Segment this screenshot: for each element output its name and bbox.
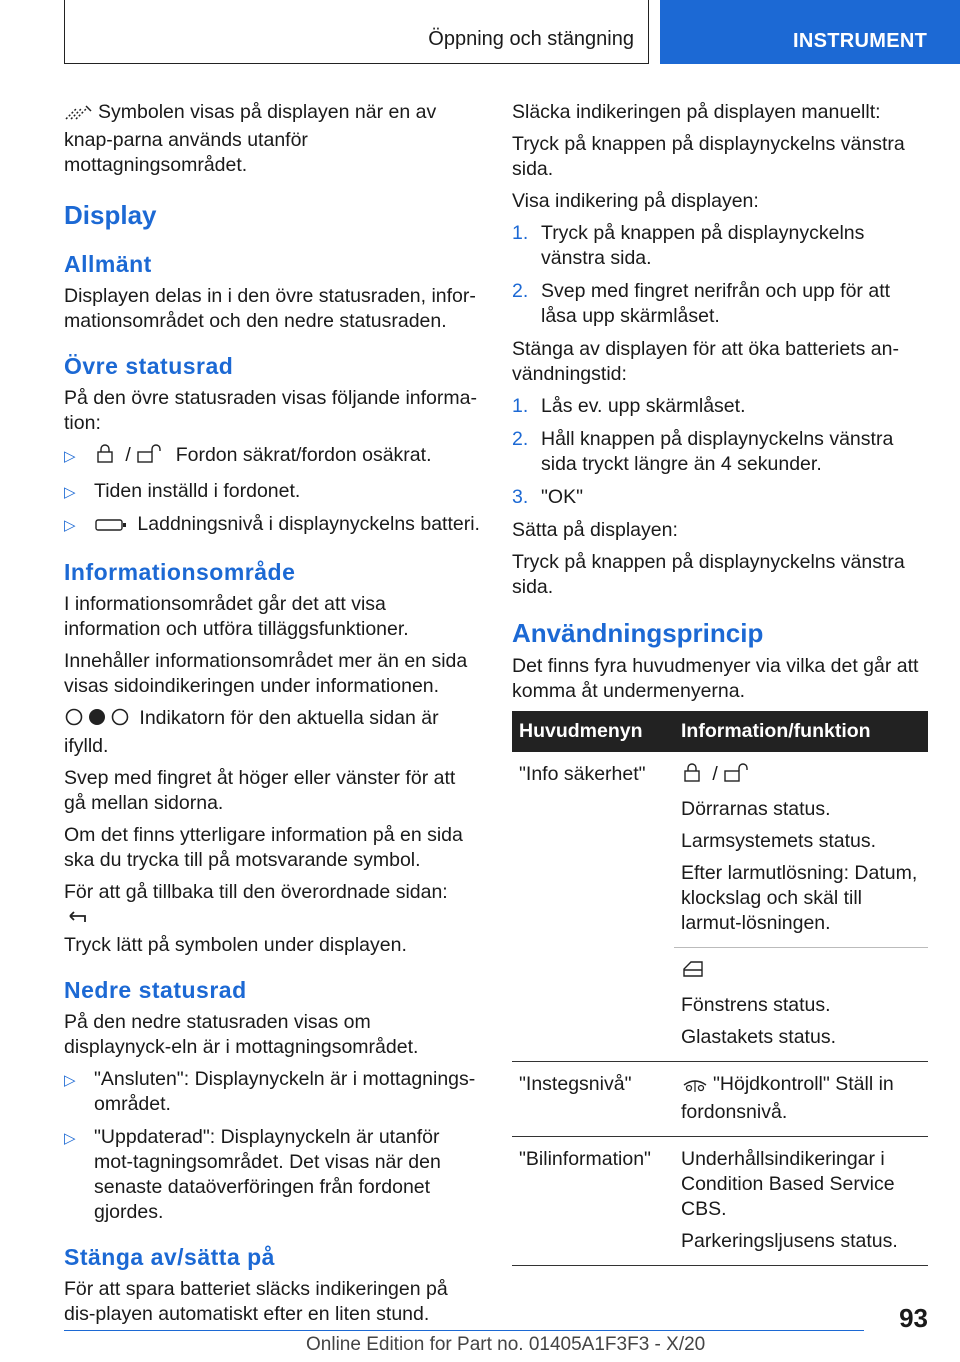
window-icon xyxy=(681,959,705,986)
header-tab-label: INSTRUMENT xyxy=(793,30,928,52)
right-p1: Släcka indikeringen på displayen manuellt: xyxy=(512,101,881,123)
right-p4: Stänga av displayen för att öka batteriets an‐vändningstid: xyxy=(512,338,899,385)
table-cell-info: "Höjdkontroll" Ställ in fordonsnivå. xyxy=(674,1062,928,1137)
lock-open-icon xyxy=(136,444,166,471)
list-item: ▷ / Fordon säkrat/fordon osäkrat. xyxy=(64,443,482,471)
nedre-heading: Nedre statusrad xyxy=(64,977,247,1003)
list-item: ▷ "Ansluten": Displaynyckeln är i mottagnings‐området. xyxy=(64,1068,476,1115)
allmant-text: Displayen delas in i den övre statusraden, infor‐mationsområdet och den nedre statusraden. xyxy=(64,285,476,332)
info-heading: Informationsområde xyxy=(64,559,296,585)
list-item: ▷ Laddningsnivå i displaynyckelns batteri. xyxy=(64,512,482,540)
list-item: 1. Lås ev. upp skärmlåset. xyxy=(512,395,746,417)
ovre-heading: Övre statusrad xyxy=(64,353,234,379)
table-row xyxy=(512,752,928,948)
footer-divider xyxy=(64,1330,864,1331)
list-item: 3. "OK" xyxy=(512,486,584,508)
info-p4: Svep med fingret åt höger eller vänster för att gå mellan sidorna. xyxy=(64,767,456,814)
right-p3: Visa indikering på displayen: xyxy=(512,190,759,212)
table-cell-menu: "Instegsnivå" xyxy=(512,1062,674,1137)
right-p5: Sätta på displayen: xyxy=(512,519,678,541)
nedre-text: På den nedre statusraden visas om displaynyck‐eln är i mottagningsområdet. xyxy=(64,1011,419,1058)
footer-text: Online Edition for Part no. 01405A1F3F3 - X/20 xyxy=(306,1334,706,1355)
info-p5: Om det finns ytterligare information på en sida ska du trycka till på motsvarande symbol. xyxy=(64,824,463,871)
info-p6: För att gå tillbaka till den överordnade sidan: Tryck lätt på symbolen under displayen. xyxy=(64,881,448,956)
header-section-title: Öppning och stängning xyxy=(428,28,634,50)
vehicle-height-icon xyxy=(681,1075,709,1100)
triangle-bullet-icon: ▷ xyxy=(64,517,76,534)
list-item: ▷ "Uppdaterad": Displaynyckeln är utanför mot‐tagningsområdet. Det visas när den senaste dataöverföringen från fordonet gjordes. xyxy=(64,1126,441,1223)
header-section-box xyxy=(64,0,649,64)
right-p6: Tryck på knappen på displaynyckelns vänstra sida. xyxy=(512,551,905,598)
table-cell-info: Underhållsindikeringar i Condition Based Service CBS. Parkeringsljusens status. xyxy=(674,1137,928,1266)
signal-out-of-range-icon xyxy=(64,103,94,128)
table-header-cell: Information/funktion xyxy=(674,711,928,752)
list-item: 2. Håll knappen på displaynyckelns vänstra sida tryckt längre än 4 sekunder. xyxy=(512,428,894,475)
lock-open-icon xyxy=(723,763,753,790)
left-column xyxy=(64,100,482,1334)
right-p2: Tryck på knappen på displaynyckelns vänstra sida. xyxy=(512,133,905,180)
princip-text: Det finns fyra huvudmenyer via vilka det går att komma åt undermenyerna. xyxy=(512,655,919,702)
triangle-bullet-icon: ▷ xyxy=(64,448,76,465)
info-p2: Innehåller informationsområdet mer än en sida visas sidoindikeringen under informationen. xyxy=(64,650,468,697)
allmant-heading: Allmänt xyxy=(64,251,152,277)
info-p3: Indikatorn för den aktuella sidan är ifylld. xyxy=(64,707,439,757)
table-header-cell: Huvudmenyn xyxy=(512,711,674,752)
intro-paragraph: Symbolen visas på displayen när en av knap‐parna används utanför mottagningsområdet. xyxy=(64,101,437,176)
page-number: 93 xyxy=(899,1303,928,1333)
lock-closed-icon xyxy=(681,763,703,790)
header-tab[interactable] xyxy=(660,0,960,64)
nedre-list xyxy=(64,1067,482,1225)
triangle-bullet-icon: ▷ xyxy=(64,484,76,501)
page-indicator-dots-icon xyxy=(64,707,130,734)
stanga-heading: Stänga av/sätta på xyxy=(64,1244,275,1270)
slash-text: / xyxy=(125,444,131,466)
triangle-bullet-icon: ▷ xyxy=(64,1130,76,1147)
table-cell-menu: "Bilinformation" xyxy=(512,1137,674,1266)
right-column xyxy=(512,100,930,1266)
steps-list-1 xyxy=(512,221,930,329)
triangle-bullet-icon: ▷ xyxy=(64,1072,76,1089)
table-cell-menu: "Info säkerhet" xyxy=(512,752,674,1062)
battery-icon xyxy=(94,515,128,540)
list-item: ▷ Tiden inställd i fordonet. xyxy=(64,479,482,504)
back-arrow-icon xyxy=(68,908,90,933)
ovre-text: På den övre statusraden visas följande informa‐tion: xyxy=(64,387,477,434)
lock-closed-icon xyxy=(94,444,116,471)
list-item: 2. Svep med fingret nerifrån och upp för att låsa upp skärmlåset. xyxy=(512,280,891,327)
info-p1: I informationsområdet går det att visa information och utföra tilläggsfunktioner. xyxy=(64,593,409,640)
table-row xyxy=(512,1137,928,1266)
table-row xyxy=(512,1062,928,1137)
list-item: 1. Tryck på knappen på displaynyckelns vänstra sida. xyxy=(512,222,865,269)
steps-list-2 xyxy=(512,394,930,510)
princip-heading: Användningsprincip xyxy=(512,618,764,648)
table-header-row xyxy=(512,711,928,752)
ovre-list xyxy=(64,443,482,540)
table-cell-info: Fönstrens status. Glastakets status. xyxy=(674,948,928,1062)
table-cell-info: / Dörrarnas status. Larmsystemets status. Efter larmutlösning: Datum, klockslag och skäl till larmut‐lösningen. xyxy=(681,763,918,934)
stanga-text: För att spara batteriet släcks indikeringen på dis‐playen automatiskt efter en liten stund. xyxy=(64,1278,448,1325)
main-menu-table xyxy=(512,711,928,1266)
display-heading: Display xyxy=(64,200,157,230)
